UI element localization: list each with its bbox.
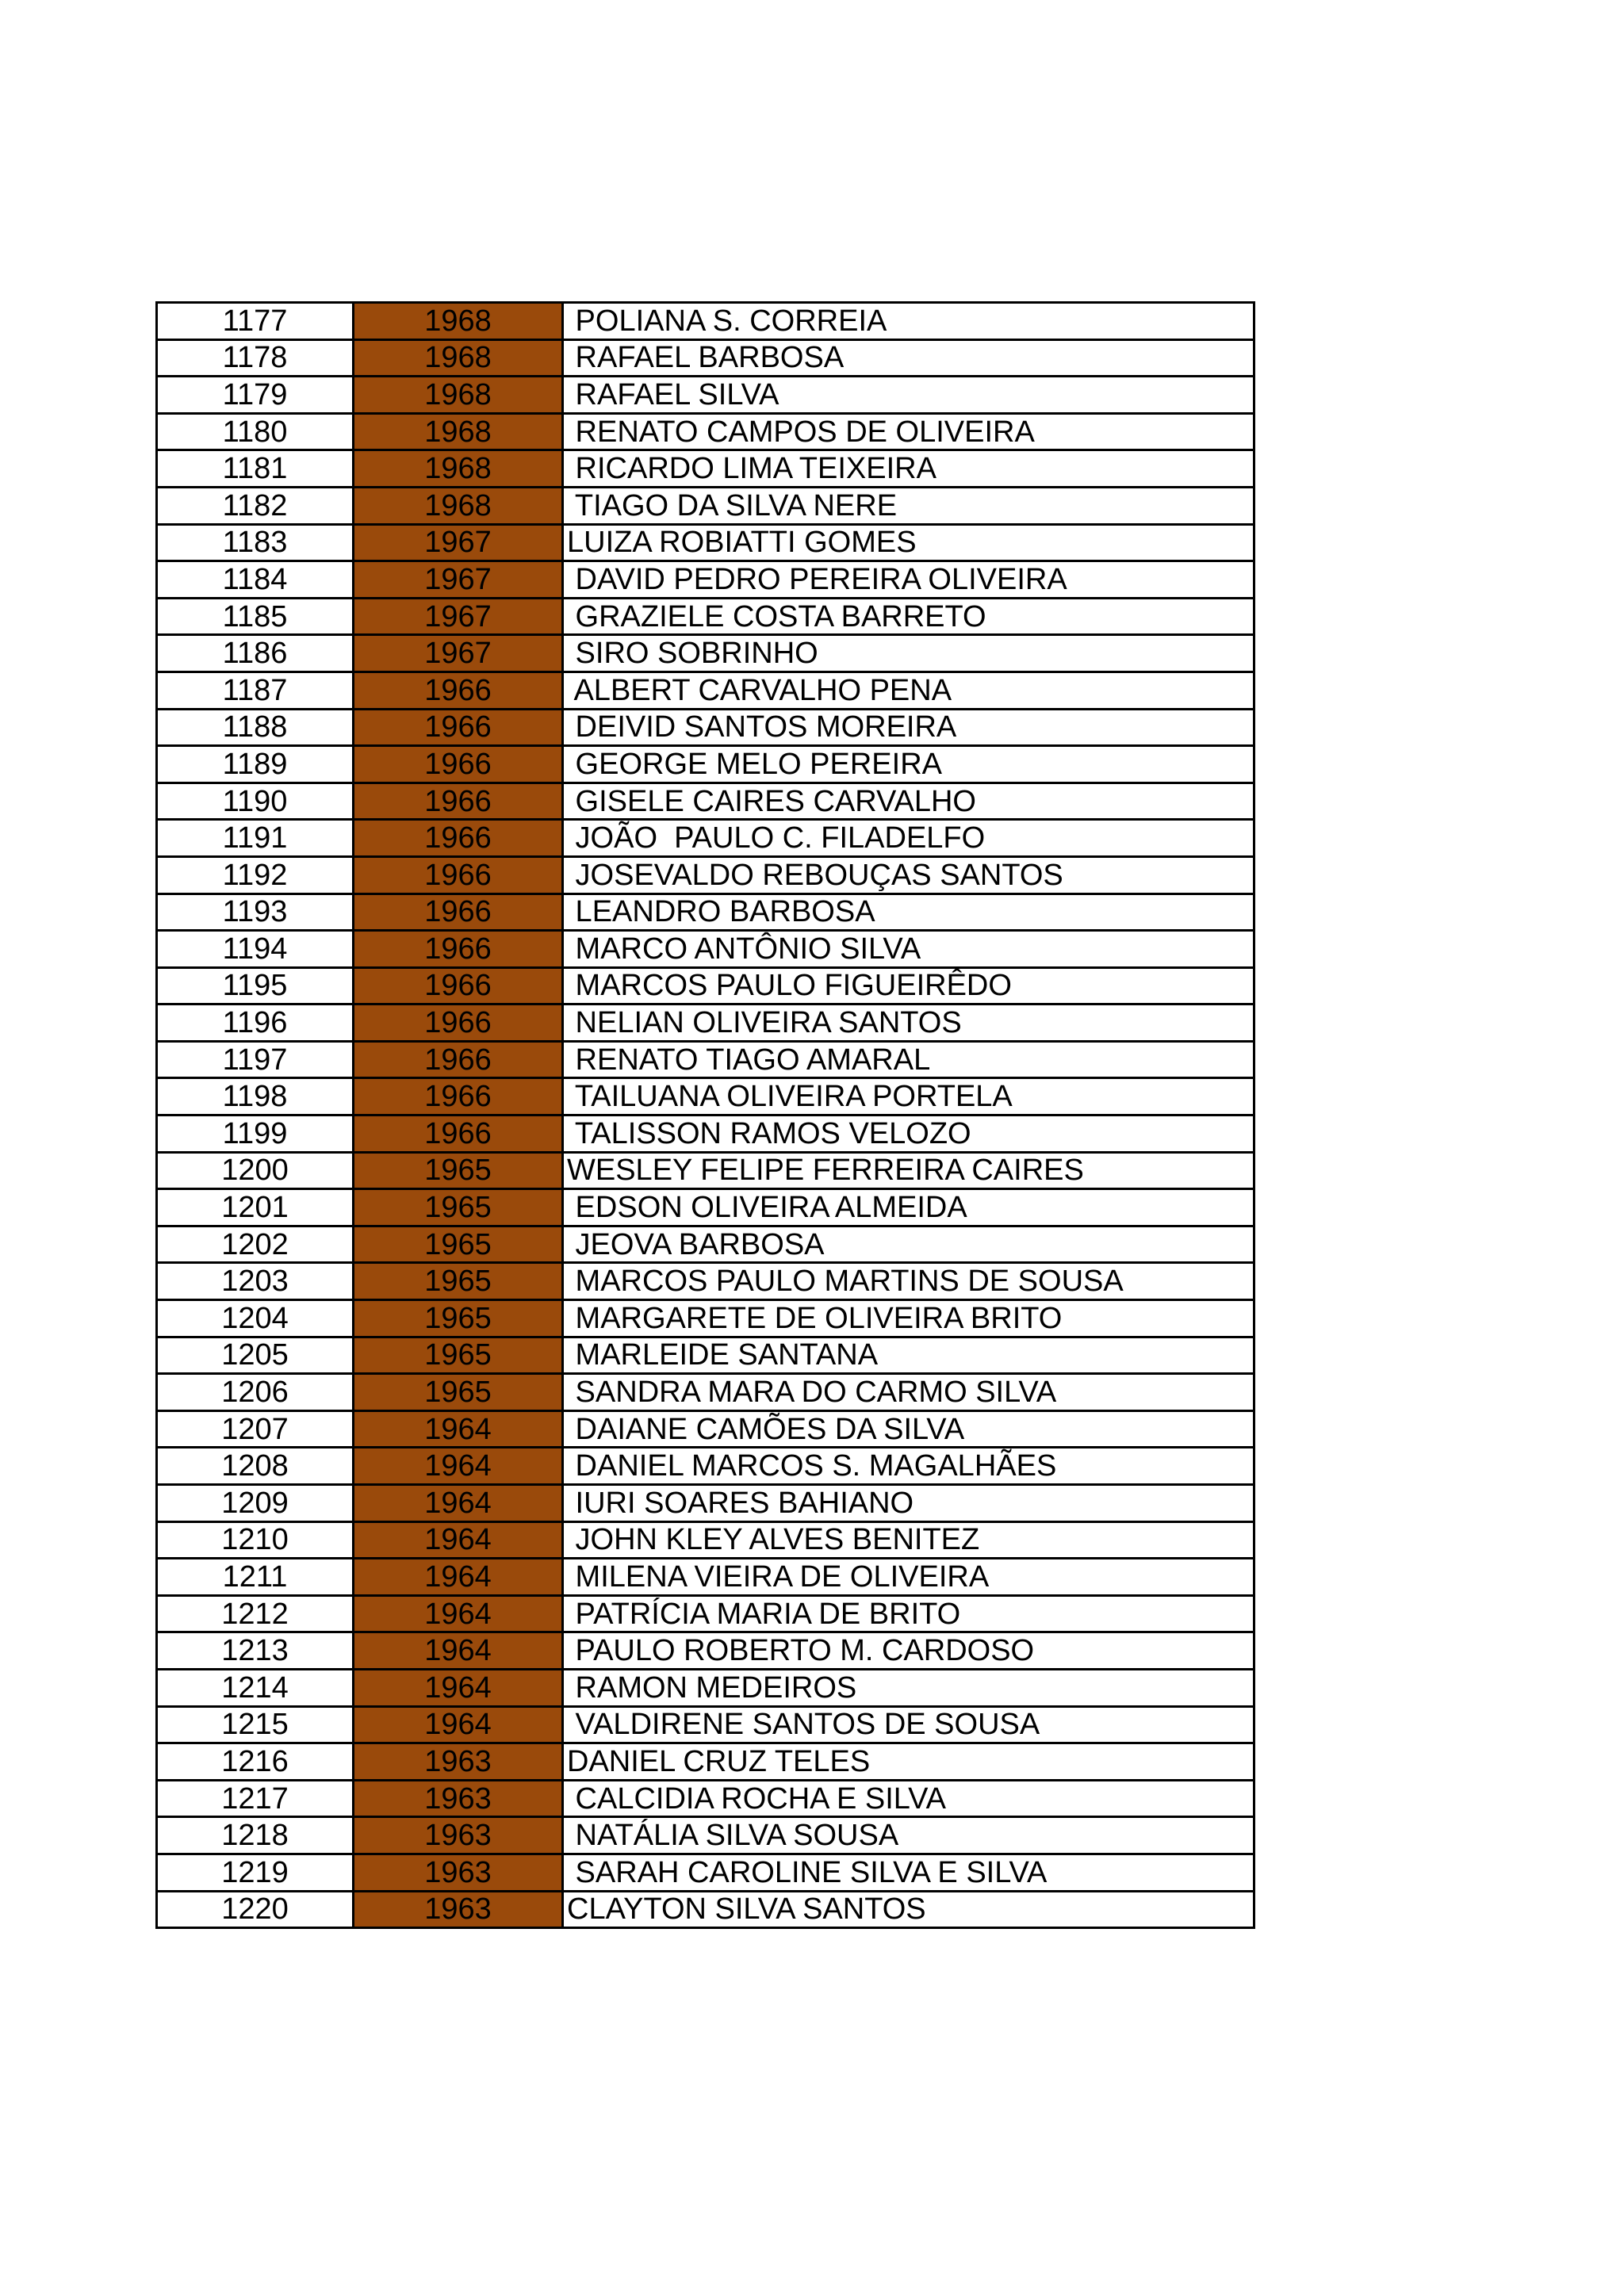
year-cell: 1964: [354, 1485, 563, 1522]
table-row: [157, 1004, 1254, 1042]
row-number-cell: 1189: [157, 746, 354, 783]
name-cell: MARGARETE DE OLIVEIRA BRITO: [563, 1300, 1254, 1337]
name-cell: LEANDRO BARBOSA: [563, 894, 1254, 931]
name-cell: MILENA VIEIRA DE OLIVEIRA: [563, 1559, 1254, 1596]
year-cell: 1966: [354, 820, 563, 857]
year-cell: 1964: [354, 1448, 563, 1485]
table-row: [157, 1521, 1254, 1559]
name-cell: NATÁLIA SILVA SOUSA: [563, 1817, 1254, 1854]
year-cell: 1966: [354, 783, 563, 820]
table-row: [157, 487, 1254, 524]
year-cell: 1963: [354, 1817, 563, 1854]
table-row: [157, 413, 1254, 450]
table-row: [157, 1300, 1254, 1337]
row-number-cell: 1216: [157, 1743, 354, 1781]
row-number-cell: 1182: [157, 487, 354, 524]
year-cell: 1966: [354, 672, 563, 709]
year-cell: 1966: [354, 967, 563, 1004]
row-number-cell: 1177: [157, 303, 354, 340]
table-row: [157, 1448, 1254, 1485]
name-cell: ALBERT CARVALHO PENA: [563, 672, 1254, 709]
year-cell: 1964: [354, 1410, 563, 1448]
name-cell: DAIANE CAMÕES DA SILVA: [563, 1410, 1254, 1448]
row-number-cell: 1215: [157, 1706, 354, 1743]
table-row: [157, 1078, 1254, 1115]
year-cell: 1963: [354, 1891, 563, 1928]
year-cell: 1968: [354, 303, 563, 340]
year-cell: 1965: [354, 1263, 563, 1300]
row-number-cell: 1184: [157, 561, 354, 599]
table-row: [157, 450, 1254, 488]
year-cell: 1966: [354, 1078, 563, 1115]
year-cell: 1968: [354, 377, 563, 414]
name-cell: MARLEIDE SANTANA: [563, 1337, 1254, 1374]
name-cell: DANIEL CRUZ TELES: [563, 1743, 1254, 1781]
table-row: [157, 1410, 1254, 1448]
year-cell: 1968: [354, 339, 563, 377]
table-row: [157, 303, 1254, 340]
name-cell: JOSEVALDO REBOUÇAS SANTOS: [563, 856, 1254, 894]
row-number-cell: 1213: [157, 1632, 354, 1670]
row-number-cell: 1218: [157, 1817, 354, 1854]
table-row: [157, 672, 1254, 709]
name-cell: GRAZIELE COSTA BARRETO: [563, 598, 1254, 635]
name-cell: PAULO ROBERTO M. CARDOSO: [563, 1632, 1254, 1670]
name-cell: JEOVA BARBOSA: [563, 1226, 1254, 1263]
name-cell: WESLEY FELIPE FERREIRA CAIRES: [563, 1152, 1254, 1189]
year-cell: 1965: [354, 1152, 563, 1189]
table-row: [157, 856, 1254, 894]
table-row: [157, 746, 1254, 783]
year-cell: 1963: [354, 1780, 563, 1817]
name-cell: GISELE CAIRES CARVALHO: [563, 783, 1254, 820]
table-row: [157, 1189, 1254, 1226]
table-row: [157, 820, 1254, 857]
row-number-cell: 1198: [157, 1078, 354, 1115]
year-cell: 1966: [354, 894, 563, 931]
table-row: [157, 1632, 1254, 1670]
year-cell: 1966: [354, 1004, 563, 1042]
row-number-cell: 1192: [157, 856, 354, 894]
row-number-cell: 1190: [157, 783, 354, 820]
name-cell: LUIZA ROBIATTI GOMES: [563, 524, 1254, 561]
row-number-cell: 1202: [157, 1226, 354, 1263]
row-number-cell: 1210: [157, 1521, 354, 1559]
table-row: [157, 1337, 1254, 1374]
year-cell: 1967: [354, 635, 563, 672]
row-number-cell: 1203: [157, 1263, 354, 1300]
name-cell: IURI SOARES BAHIANO: [563, 1485, 1254, 1522]
year-cell: 1968: [354, 450, 563, 488]
year-cell: 1966: [354, 1115, 563, 1153]
year-cell: 1963: [354, 1854, 563, 1891]
name-cell: SANDRA MARA DO CARMO SILVA: [563, 1374, 1254, 1411]
row-number-cell: 1181: [157, 450, 354, 488]
row-number-cell: 1200: [157, 1152, 354, 1189]
table-row: [157, 1374, 1254, 1411]
year-cell: 1966: [354, 709, 563, 746]
table-row: [157, 524, 1254, 561]
row-number-cell: 1197: [157, 1041, 354, 1078]
year-cell: 1967: [354, 598, 563, 635]
table-body: [157, 303, 1254, 1928]
row-number-cell: 1187: [157, 672, 354, 709]
year-cell: 1968: [354, 487, 563, 524]
row-number-cell: 1201: [157, 1189, 354, 1226]
table-row: [157, 894, 1254, 931]
row-number-cell: 1212: [157, 1595, 354, 1632]
year-cell: 1967: [354, 561, 563, 599]
table-row: [157, 1817, 1254, 1854]
table-row: [157, 1485, 1254, 1522]
year-cell: 1964: [354, 1559, 563, 1596]
year-cell: 1966: [354, 1041, 563, 1078]
table-row: [157, 931, 1254, 968]
year-cell: 1966: [354, 746, 563, 783]
name-cell: MARCOS PAULO FIGUEIRÊDO: [563, 967, 1254, 1004]
row-number-cell: 1186: [157, 635, 354, 672]
name-cell: DEIVID SANTOS MOREIRA: [563, 709, 1254, 746]
row-number-cell: 1219: [157, 1854, 354, 1891]
table-row: [157, 561, 1254, 599]
year-cell: 1965: [354, 1189, 563, 1226]
year-cell: 1965: [354, 1337, 563, 1374]
table-row: [157, 635, 1254, 672]
table-row: [157, 783, 1254, 820]
row-number-cell: 1208: [157, 1448, 354, 1485]
row-number-cell: 1199: [157, 1115, 354, 1153]
row-number-cell: 1209: [157, 1485, 354, 1522]
name-cell: JOHN KLEY ALVES BENITEZ: [563, 1521, 1254, 1559]
name-cell: MARCO ANTÔNIO SILVA: [563, 931, 1254, 968]
name-cell: TIAGO DA SILVA NERE: [563, 487, 1254, 524]
name-cell: RAMON MEDEIROS: [563, 1669, 1254, 1706]
name-cell: RENATO TIAGO AMARAL: [563, 1041, 1254, 1078]
name-cell: MARCOS PAULO MARTINS DE SOUSA: [563, 1263, 1254, 1300]
table-row: [157, 1115, 1254, 1153]
year-cell: 1966: [354, 856, 563, 894]
table-row: [157, 1706, 1254, 1743]
name-cell: PATRÍCIA MARIA DE BRITO: [563, 1595, 1254, 1632]
name-cell: JOÃO PAULO C. FILADELFO: [563, 820, 1254, 857]
name-cell: SARAH CAROLINE SILVA E SILVA: [563, 1854, 1254, 1891]
name-cell: GEORGE MELO PEREIRA: [563, 746, 1254, 783]
year-cell: 1966: [354, 931, 563, 968]
name-cell: TALISSON RAMOS VELOZO: [563, 1115, 1254, 1153]
year-cell: 1965: [354, 1300, 563, 1337]
name-cell: NELIAN OLIVEIRA SANTOS: [563, 1004, 1254, 1042]
table-row: [157, 1152, 1254, 1189]
table-row: [157, 1743, 1254, 1781]
row-number-cell: 1179: [157, 377, 354, 414]
row-number-cell: 1178: [157, 339, 354, 377]
year-cell: 1964: [354, 1706, 563, 1743]
year-cell: 1963: [354, 1743, 563, 1781]
row-number-cell: 1207: [157, 1410, 354, 1448]
table-row: [157, 1595, 1254, 1632]
table-row: [157, 1780, 1254, 1817]
year-cell: 1968: [354, 413, 563, 450]
row-number-cell: 1196: [157, 1004, 354, 1042]
table-row: [157, 1226, 1254, 1263]
row-number-cell: 1206: [157, 1374, 354, 1411]
row-number-cell: 1217: [157, 1780, 354, 1817]
table-row: [157, 1669, 1254, 1706]
row-number-cell: 1214: [157, 1669, 354, 1706]
row-number-cell: 1211: [157, 1559, 354, 1596]
name-cell: RENATO CAMPOS DE OLIVEIRA: [563, 413, 1254, 450]
table-row: [157, 598, 1254, 635]
year-cell: 1964: [354, 1632, 563, 1670]
row-number-cell: 1205: [157, 1337, 354, 1374]
table-row: [157, 339, 1254, 377]
year-cell: 1965: [354, 1226, 563, 1263]
name-cell: SIRO SOBRINHO: [563, 635, 1254, 672]
row-number-cell: 1183: [157, 524, 354, 561]
name-cell: CLAYTON SILVA SANTOS: [563, 1891, 1254, 1928]
row-number-cell: 1188: [157, 709, 354, 746]
name-cell: RAFAEL BARBOSA: [563, 339, 1254, 377]
row-number-cell: 1193: [157, 894, 354, 931]
name-cell: DAVID PEDRO PEREIRA OLIVEIRA: [563, 561, 1254, 599]
row-number-cell: 1191: [157, 820, 354, 857]
year-cell: 1967: [354, 524, 563, 561]
row-number-cell: 1180: [157, 413, 354, 450]
name-cell: TAILUANA OLIVEIRA PORTELA: [563, 1078, 1254, 1115]
name-cell: POLIANA S. CORREIA: [563, 303, 1254, 340]
table-row: [157, 1263, 1254, 1300]
name-cell: DANIEL MARCOS S. MAGALHÃES: [563, 1448, 1254, 1485]
table-row: [157, 377, 1254, 414]
name-cell: CALCIDIA ROCHA E SILVA: [563, 1780, 1254, 1817]
row-number-cell: 1220: [157, 1891, 354, 1928]
table-row: [157, 1559, 1254, 1596]
row-number-cell: 1185: [157, 598, 354, 635]
table-row: [157, 1041, 1254, 1078]
table-row: [157, 1854, 1254, 1891]
table-row: [157, 1891, 1254, 1928]
name-cell: RICARDO LIMA TEIXEIRA: [563, 450, 1254, 488]
table-row: [157, 967, 1254, 1004]
year-cell: 1964: [354, 1595, 563, 1632]
year-cell: 1964: [354, 1669, 563, 1706]
data-table: [155, 301, 1255, 1929]
name-cell: VALDIRENE SANTOS DE SOUSA: [563, 1706, 1254, 1743]
table-row: [157, 709, 1254, 746]
row-number-cell: 1195: [157, 967, 354, 1004]
row-number-cell: 1194: [157, 931, 354, 968]
year-cell: 1964: [354, 1521, 563, 1559]
name-cell: EDSON OLIVEIRA ALMEIDA: [563, 1189, 1254, 1226]
row-number-cell: 1204: [157, 1300, 354, 1337]
year-cell: 1965: [354, 1374, 563, 1411]
name-cell: RAFAEL SILVA: [563, 377, 1254, 414]
